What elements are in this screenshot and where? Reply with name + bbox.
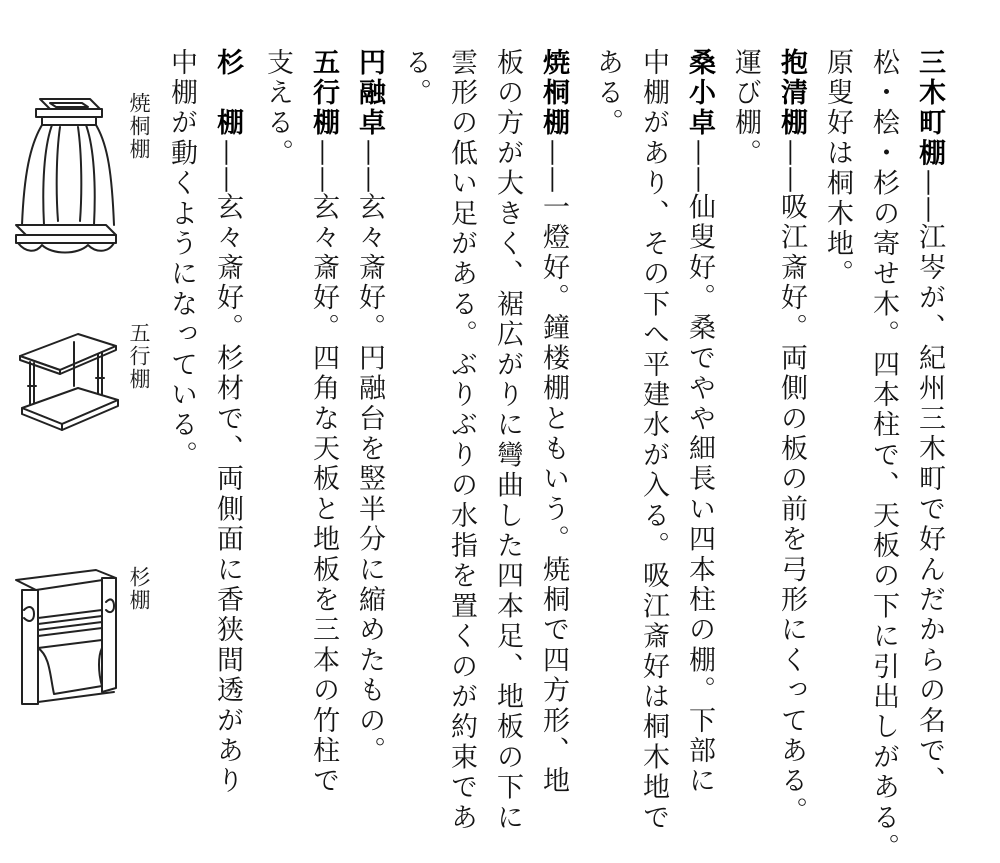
yakigiri-shelf-drawing-icon <box>8 85 120 260</box>
figure-label-sugi: 杉棚 <box>127 566 151 612</box>
entry-term: 桑小卓 <box>684 48 715 139</box>
entry-column <box>540 48 567 797</box>
entry-column <box>870 48 897 863</box>
entry-column <box>916 48 943 797</box>
figure-label-gogyo: 五行棚 <box>127 322 151 391</box>
entry-text: 原叟好は桐木地。 <box>822 48 853 290</box>
entry-column <box>214 48 241 797</box>
entry-text: 雲形の低い足がある。ぶりぶりの水指を置くのが約束であ <box>446 48 477 834</box>
entry-column <box>356 48 383 766</box>
entry-column <box>640 48 667 833</box>
entry-column <box>732 48 759 169</box>
entry-column <box>778 48 805 827</box>
dash-separator: —— <box>684 138 715 193</box>
entry-text: る。 <box>400 48 431 109</box>
dash-separator: —— <box>354 138 385 193</box>
entry-column <box>448 48 475 833</box>
entry-text: 中棚があり、その下へ平建水が入る。吸江斎好は桐木地で <box>638 48 669 834</box>
dash-separator: —— <box>538 138 569 193</box>
sugi-shelf-drawing-icon <box>10 566 122 706</box>
entry-term: 円融卓 <box>354 48 385 139</box>
entry-term: 三木町棚 <box>914 48 945 169</box>
entry-term: 五行棚 <box>308 48 339 139</box>
entry-text: 玄々斎好。四角な天板と地板を三本の竹柱で <box>308 192 339 797</box>
dash-separator: —— <box>308 138 339 193</box>
entry-term: 抱清棚 <box>776 48 807 139</box>
dash-separator: —— <box>776 138 807 193</box>
entry-text: 吸江斎好。両側の板の前を弓形にくってある。 <box>776 192 807 827</box>
entry-column <box>686 48 713 797</box>
figure-label-yakigiri: 焼桐棚 <box>127 92 151 161</box>
entry-column <box>594 48 621 139</box>
entry-column <box>494 48 521 833</box>
gogyo-shelf-drawing-icon <box>12 328 124 443</box>
entry-term: 杉 棚 <box>212 48 243 139</box>
entry-text: 一燈好。鐘楼棚ともいう。焼桐で四方形、地 <box>538 192 569 797</box>
entry-text: 玄々斎好。杉材で、両側面に香狭間透があり <box>212 192 243 797</box>
entry-text: 板の方が大きく、裾広がりに彎曲した四本足、地板の下に <box>492 48 523 834</box>
entry-text: ある。 <box>592 48 623 139</box>
dash-separator: —— <box>212 138 243 193</box>
entry-text: 松・桧・杉の寄せ木。四本柱で、天板の下に引出しがある。 <box>868 48 899 863</box>
entry-column <box>310 48 337 797</box>
entry-column <box>402 48 429 108</box>
entry-column <box>168 48 195 471</box>
entry-text: 仙叟好。桑でやや細長い四本柱の棚。下部に <box>684 192 715 797</box>
dash-separator: —— <box>914 168 945 223</box>
entry-text: 支える。 <box>262 48 293 169</box>
entry-text: 江岑が、紀州三木町で好んだからの名で、 <box>914 222 945 797</box>
entry-text: 中棚が動くようになっている。 <box>166 48 197 471</box>
entry-column <box>824 48 851 290</box>
entry-term: 焼桐棚 <box>538 48 569 139</box>
entry-column <box>264 48 291 169</box>
entry-text: 玄々斎好。円融台を竪半分に縮めたもの。 <box>354 192 385 767</box>
entry-text: 運び棚。 <box>730 48 761 169</box>
